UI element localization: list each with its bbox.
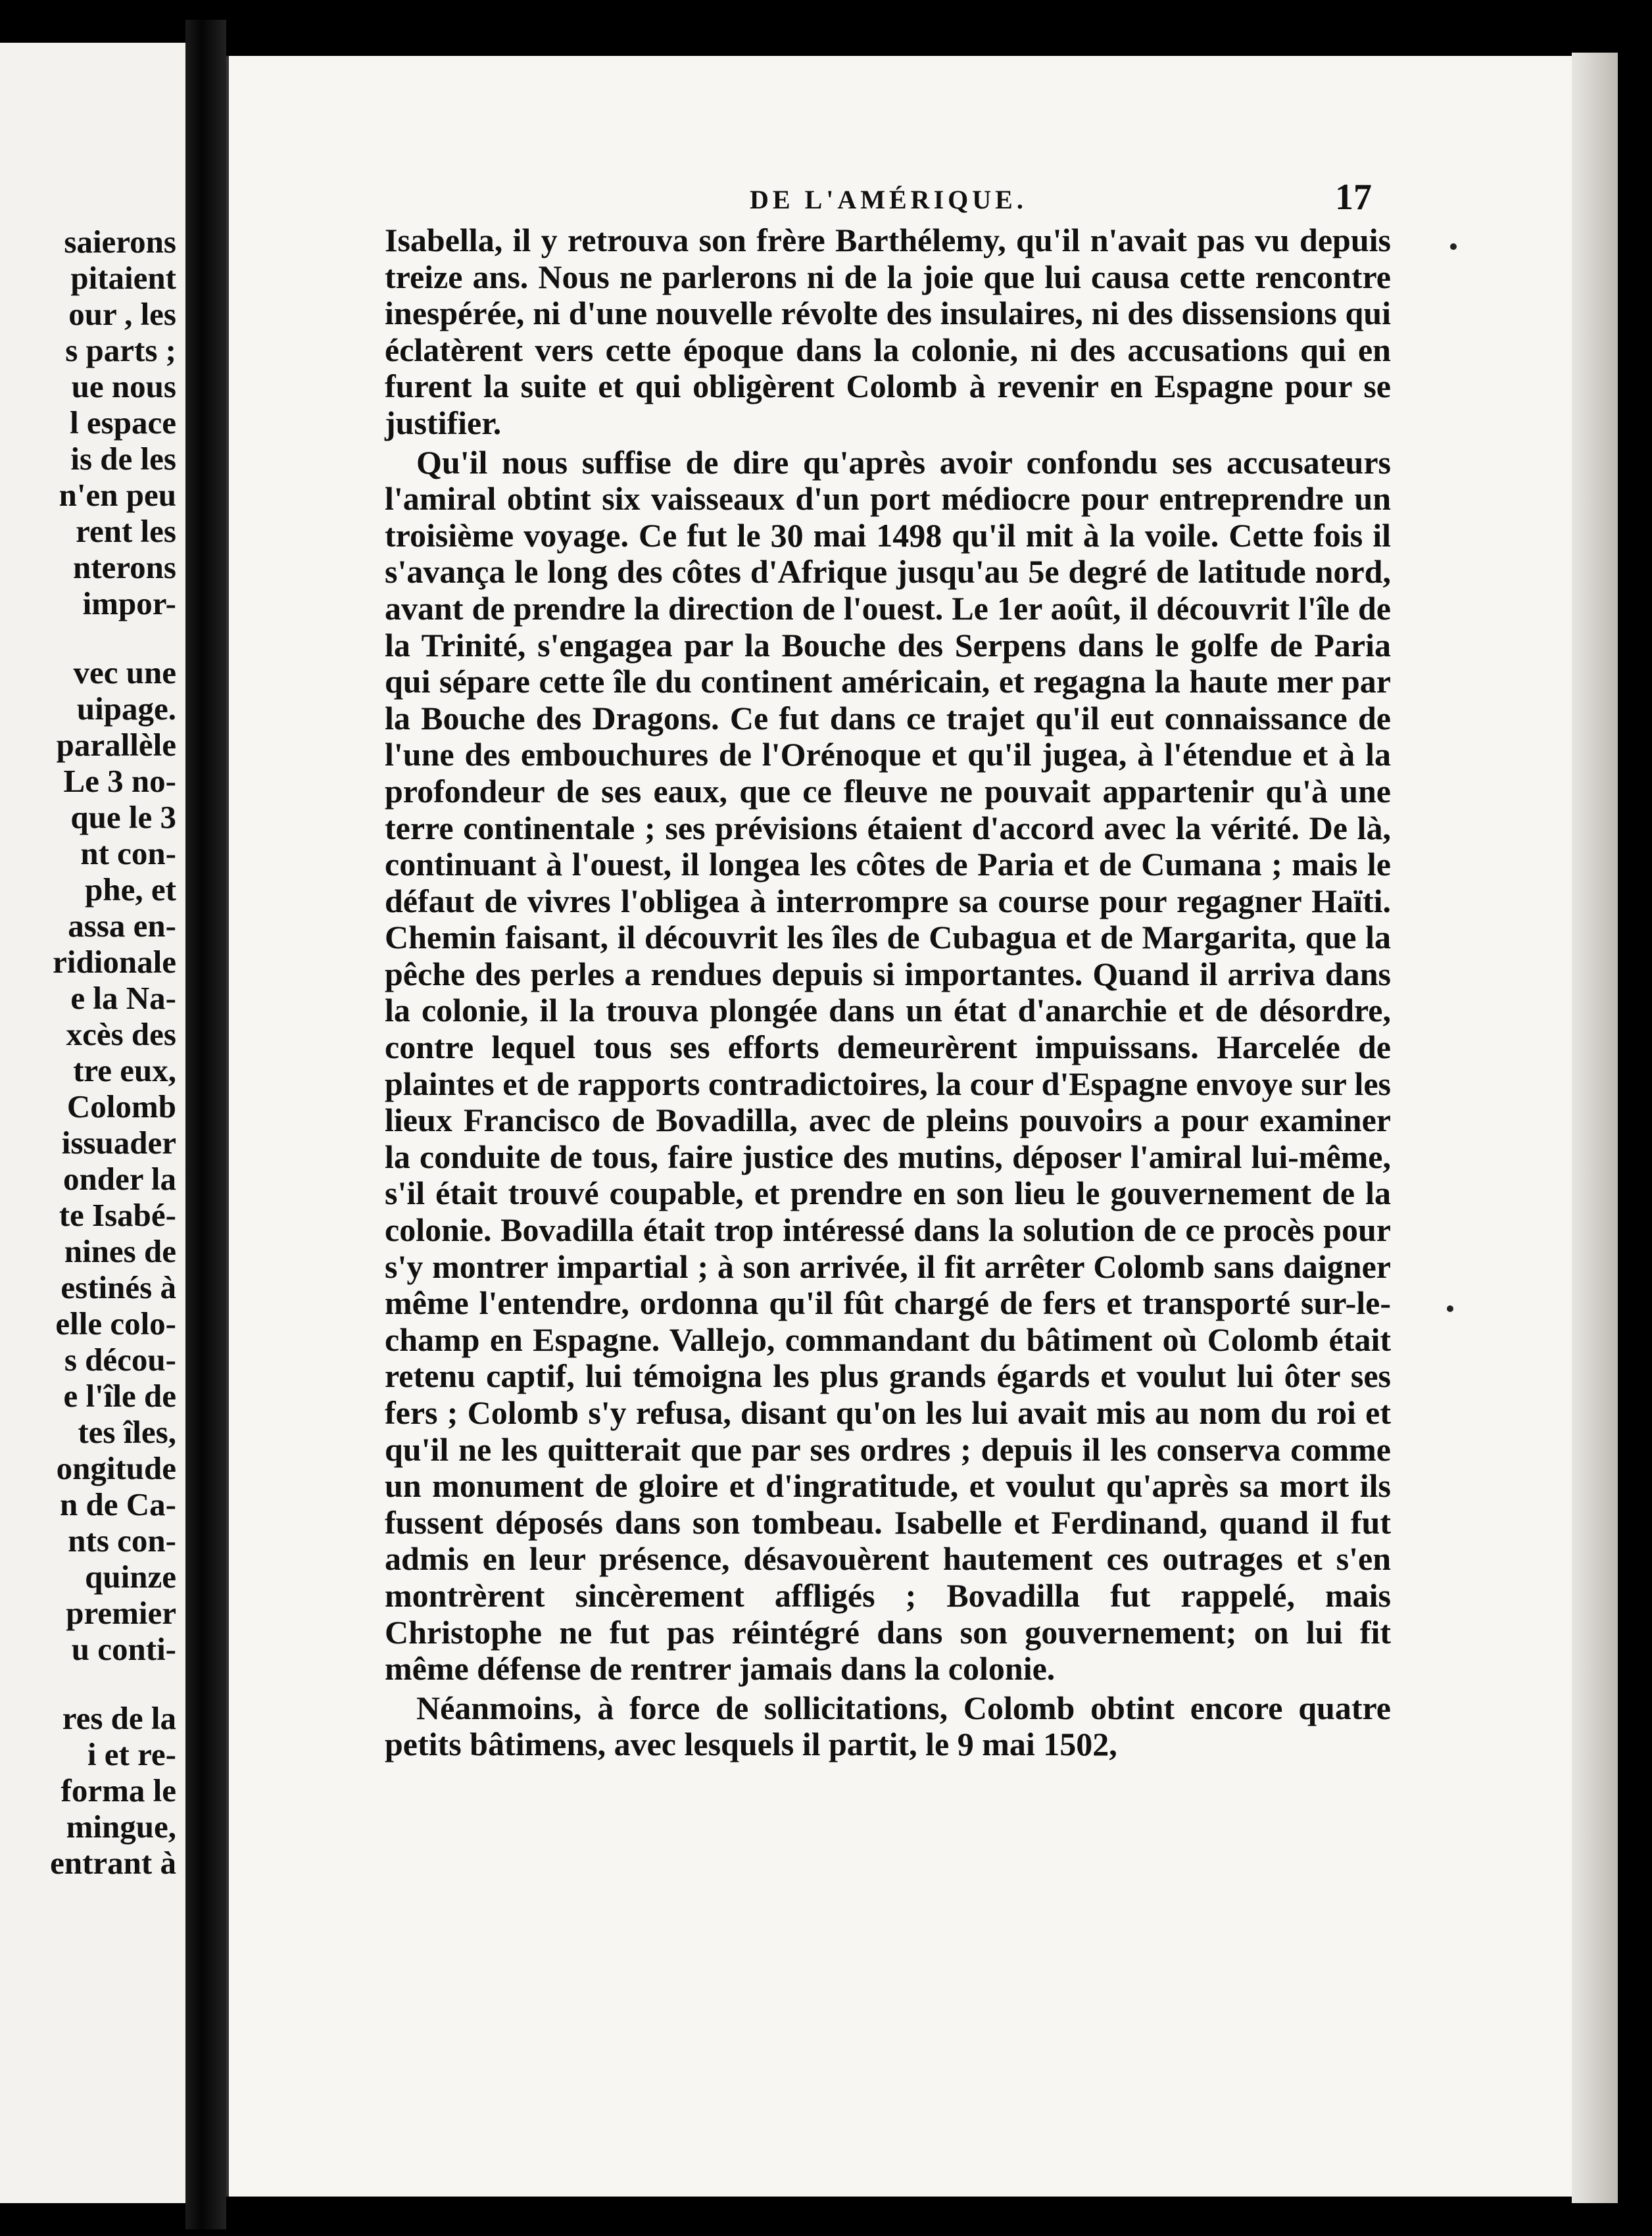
- left-line: is de les: [70, 441, 176, 477]
- ink-speck: [1450, 243, 1457, 250]
- left-line: pitaient: [70, 260, 176, 296]
- left-line: rent les: [76, 513, 176, 549]
- left-line: our , les: [68, 296, 176, 332]
- left-page-text: [50, 224, 176, 1881]
- page-edge-shadow: [1572, 53, 1618, 2203]
- left-line: u conti-: [71, 1631, 176, 1667]
- left-line: mingue,: [66, 1809, 176, 1845]
- left-line-gap: [50, 621, 176, 654]
- left-line: issuader: [61, 1125, 176, 1161]
- left-line: ridionale: [53, 944, 176, 980]
- left-line: e l'île de: [63, 1378, 176, 1414]
- left-line: l espace: [70, 404, 176, 441]
- ink-speck: [1447, 1305, 1453, 1312]
- left-line: Colomb: [66, 1088, 176, 1125]
- left-line: s décou-: [64, 1342, 176, 1378]
- left-line: phe, et: [85, 871, 176, 908]
- body-text: [385, 222, 1391, 1763]
- left-line: tes îles,: [78, 1414, 176, 1450]
- left-line: premier: [66, 1595, 176, 1631]
- left-line: quinze: [85, 1559, 176, 1595]
- left-line: parallèle: [56, 727, 176, 763]
- paragraph-2: Qu'il nous suffise de dire qu'après avoir confondu ses accusateurs l'amiral obtint six vaisseaux d'un port médiocre pour entreprendre un troisième voyage. Ce fut le 30 mai 1498 qu'il mit à la voile. Cette fois il s'avança le long des côtes d'Afrique jusqu'au 5e degré de latitude nord, avant de prendre la direction de l'ouest. Le 1er août, il découvrit l'île de la Trinité, s'engagea par la Bouche des Serpens dans le golfe de Paria qui sépare cette île du continent américain, et regagna la haute mer par la Bouche des Dragons. Ce fut dans ce trajet qu'il eut connaissance de l'une des embouchures de l'Orénoque et qu'il jugea, à l'étendue et à la profondeur de ses eaux, que ce fleuve ne pouvait appartenir qu'à une terre continentale ; ses prévisions étaient d'accord avec la vérité. De là, continuant à l'ouest, il longea les côtes de Paria et de Cumana ; mais le défaut de vivres l'obligea à interrompre sa course pour regagner Haïti. Chemin faisant, il découvrit les îles de Cubagua et de Margarita, que la pêche des perles a rendues depuis si importantes. Quand il arriva dans la colonie, il la trouva plongée dans un état d'anarchie et de désordre, contre lequel tous ses efforts demeurèrent impuissans. Harcelée de plaintes et de rapports contradictoires, la cour d'Espagne envoye sur les lieux Francisco de Bovadilla, avec de pleins pouvoirs a pour examiner la conduite de tous, faire justice des mutins, déposer l'amiral lui-même, s'il était trouvé coupable, et prendre en son lieu le gouvernement de la colonie. Bovadilla était trop intéressé dans la solution de ce procès pour s'y montrer impartial ; à son arrivée, il fit arrêter Colomb sans daigner même l'entendre, ordonna qu'il fût chargé de fers et transporté sur-le-champ en Espagne. Vallejo, commandant du bâtiment où Colomb était retenu captif, lui témoigna les plus grands égards et voulut lui ôter ses fers ; Colomb s'y refusa, disant qu'on les lui avait mis au nom du roi et qu'il ne les quitterait que par ses ordres ; depuis il les conserva comme un monument de gloire et d'ingratitude, et voulut qu'après sa mort ils fussent déposés dans son tombeau. Isabelle et Ferdinand, quand il fut admis en leur présence, désavouèrent hautement ces outrages et s'en montrèrent sincèrement affligés ; Bovadilla fut rappelé, mais Christophe ne fut pas réintégré dans son gouvernement; on lui fit même défense de rentrer jamais dans la colonie.: [385, 443, 1391, 1688]
- left-line: i et re-: [87, 1736, 176, 1772]
- left-line: saierons: [64, 224, 176, 260]
- left-line: s parts ;: [65, 332, 176, 368]
- left-line: que le 3: [70, 799, 176, 835]
- left-line: elle colo-: [55, 1305, 176, 1342]
- left-line: nt con-: [80, 835, 176, 871]
- page-number: 17: [1335, 177, 1372, 218]
- left-line: res de la: [62, 1700, 176, 1736]
- left-line: n'en peu: [59, 477, 176, 513]
- left-line: xcès des: [66, 1016, 176, 1052]
- left-line: ue nous: [71, 368, 176, 404]
- left-line: te Isabé-: [59, 1197, 176, 1233]
- left-line: forma le: [61, 1772, 176, 1809]
- left-line: ongitude: [56, 1450, 176, 1486]
- left-page-fragment: [0, 43, 185, 2203]
- left-line: e la Na-: [70, 980, 176, 1016]
- left-line: nts con-: [68, 1522, 176, 1559]
- left-line-gap: [50, 1667, 176, 1700]
- left-line: uipage.: [76, 691, 176, 727]
- left-line: n de Ca-: [60, 1486, 176, 1522]
- left-line: estinés à: [61, 1269, 176, 1305]
- paragraph-1: Isabella, il y retrouva son frère Barthélemy, qu'il n'avait pas vu depuis treize ans. Nous ne parlerons ni de la joie que lui causa cette rencontre inespérée, ni d'une nouvelle révolte des insulaires, ni des dissensions qui éclatèrent vers cette époque dans la colonie, ni des accusations qui en furent la suite et qui obligèrent Colomb à revenir en Espagne pour se justifier.: [385, 222, 1391, 441]
- left-line: impor-: [82, 585, 176, 621]
- paragraph-3: Néanmoins, à force de sollicitations, Colomb obtint encore quatre petits bâtimens, avec lesquels il partit, le 9 mai 1502,: [385, 1689, 1391, 1763]
- left-line: tre eux,: [73, 1052, 176, 1088]
- left-line: entrant à: [50, 1845, 176, 1881]
- left-line: vec une: [73, 654, 176, 691]
- book-binding: [185, 20, 226, 2229]
- left-line: nines de: [64, 1233, 176, 1269]
- left-line: assa en-: [68, 908, 176, 944]
- running-head: DE L'AMÉRIQUE.: [750, 185, 1027, 214]
- left-line: nterons: [72, 549, 176, 585]
- left-line: Le 3 no-: [63, 763, 176, 799]
- left-line: onder la: [63, 1161, 176, 1197]
